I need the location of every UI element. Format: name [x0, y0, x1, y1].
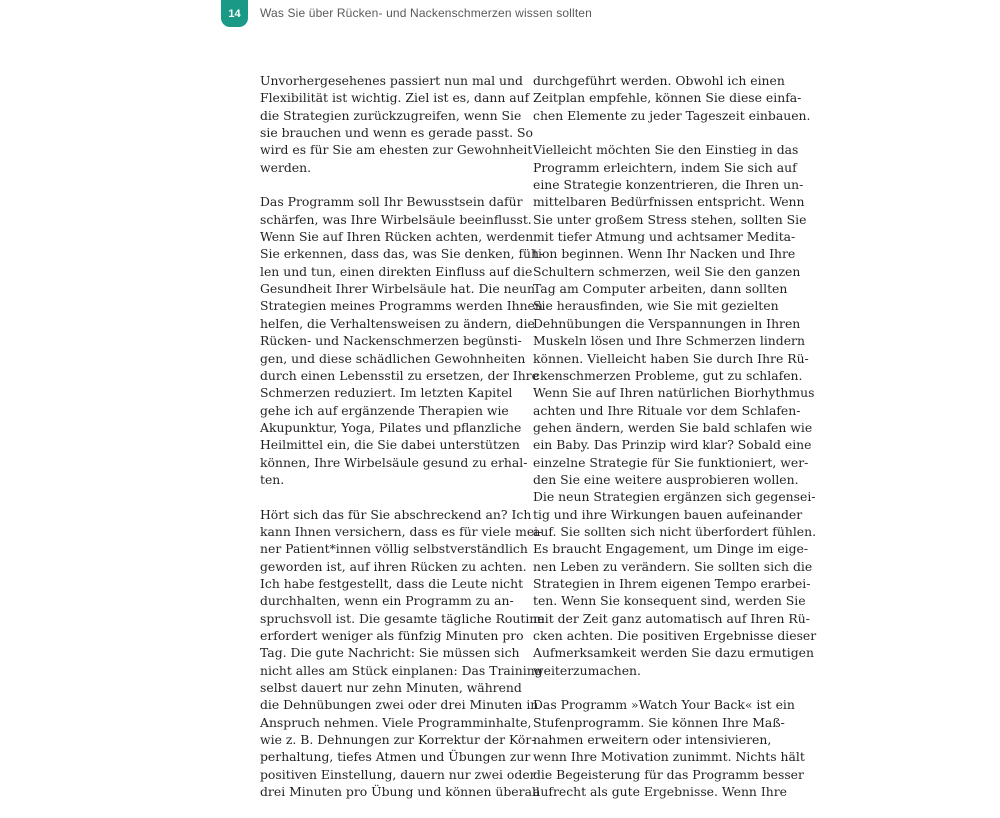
- text-line: Das Programm soll Ihr Bewusstsein dafür: [260, 194, 523, 210]
- text-line: Gesundheit Ihrer Wirbelsäule hat. Die neun: [260, 281, 535, 297]
- text-line: positiven Einstellung, dauern nur zwei oder: [260, 766, 536, 782]
- text-line: Strategien in Ihrem eigenen Tempo erarbei-: [533, 575, 811, 591]
- text-line: durchhalten, wenn ein Programm zu an-: [260, 593, 514, 609]
- text-line: wenn Ihre Motivation zunimmt. Nichts hält: [533, 749, 805, 765]
- text-line: chen Elemente zu jeder Tageszeit einbauen.: [533, 107, 811, 123]
- text-line: wie z. B. Dehnungen zur Korrektur der Kör-: [260, 732, 536, 748]
- text-line: Vielleicht möchten Sie den Einstieg in das: [533, 142, 799, 158]
- text-line: durchgeführt werden. Obwohl ich einen: [533, 73, 785, 88]
- text-column-right: [533, 72, 817, 818]
- text-line: Zeitplan empfehle, können Sie diese einfa-: [533, 90, 802, 106]
- text-line: ckenschmerzen Probleme, gut zu schlafen.: [533, 367, 803, 383]
- text-line: Programm erleichtern, indem Sie sich auf: [533, 159, 797, 175]
- text-line: gehe ich auf ergänzende Therapien wie: [260, 402, 509, 418]
- text-line: spruchsvoll ist. Die gesamte tägliche Routine: [260, 610, 545, 626]
- paragraph: [260, 72, 533, 176]
- text-line: können. Vielleicht haben Sie durch Ihre Rü-: [533, 350, 809, 366]
- paragraph: [533, 696, 805, 800]
- text-line: erfordert weniger als fünfzig Minuten pro: [260, 628, 524, 643]
- text-line: ner Patient*innen völlig selbstverständlich: [260, 541, 528, 557]
- text-line: Flexibilität ist wichtig. Ziel ist es, dann auf: [260, 90, 530, 106]
- text-line: mit der Zeit ganz automatisch auf Ihren Rü-: [533, 610, 810, 626]
- text-line: Das Programm »Watch Your Back« ist ein: [533, 697, 795, 713]
- text-line: gehen ändern, werden Sie bald schlafen wie: [533, 419, 813, 435]
- text-line: Die neun Strategien ergänzen sich gegensei-: [533, 489, 816, 505]
- text-line: Stufenprogramm. Sie können Ihre Maß-: [533, 714, 785, 730]
- text-line: Sie erkennen, dass das, was Sie denken, füh-: [260, 246, 544, 262]
- text-line: die Dehnübungen zwei oder drei Minuten in: [260, 697, 539, 713]
- text-line: durch einen Lebensstil zu ersetzen, der Ihre: [260, 367, 539, 383]
- text-line: Sie unter großem Stress stehen, sollten Sie: [533, 211, 807, 227]
- text-line: ten. Wenn Sie konsequent sind, werden Sie: [533, 593, 806, 609]
- text-line: Rücken- und Nackenschmerzen begünsti-: [260, 333, 522, 349]
- text-line: Sie herausfinden, wie Sie mit gezielten: [533, 298, 779, 314]
- text-line: nen Leben zu verändern. Sie sollten sich die: [533, 558, 813, 574]
- page-header: [0, 0, 1000, 34]
- text-column-left: [260, 72, 545, 818]
- text-line: Tag am Computer arbeiten, dann sollten: [533, 281, 788, 297]
- text-line: Schmerzen reduziert. Im letzten Kapitel: [260, 385, 513, 401]
- text-line: Hört sich das für Sie abschreckend an? Ich: [260, 506, 532, 522]
- text-line: Tag. Die gute Nachricht: Sie müssen sich: [260, 645, 520, 661]
- text-line: helfen, die Verhaltensweisen zu ändern, die: [260, 315, 535, 331]
- text-line: sie brauchen und wenn es gerade passt. So: [260, 125, 533, 141]
- text-line: Es braucht Engagement, um Dinge im eige-: [533, 541, 809, 557]
- paragraph: [533, 72, 811, 124]
- text-line: Wenn Sie auf Ihren Rücken achten, werden: [260, 229, 534, 245]
- text-line: eine Strategie konzentrieren, die Ihren un-: [533, 177, 804, 193]
- text-line: selbst dauert nur zehn Minuten, während: [260, 680, 522, 696]
- text-line: cken achten. Die positiven Ergebnisse dieser: [533, 628, 817, 643]
- paragraph: [260, 506, 545, 801]
- text-line: Dehnübungen die Verspannungen in Ihren: [533, 315, 801, 331]
- text-line: Unvorhergesehenes passiert nun mal und: [260, 73, 523, 88]
- text-line: perhaltung, tiefes Atmen und Übungen zur: [260, 749, 531, 765]
- text-line: Schultern schmerzen, weil Sie den ganzen: [533, 263, 801, 279]
- text-line: ten.: [260, 471, 285, 487]
- paragraph: [260, 193, 544, 488]
- text-line: Anspruch nehmen. Viele Programminhalte,: [260, 714, 532, 730]
- text-line: die Begeisterung für das Programm besser: [533, 766, 804, 782]
- text-line: mit tiefer Atmung und achtsamer Medita-: [533, 229, 796, 245]
- text-line: tig und ihre Wirkungen bauen aufeinander: [533, 506, 803, 522]
- text-line: Akupunktur, Yoga, Pilates und pflanzliche: [260, 419, 522, 435]
- text-line: können, Ihre Wirbelsäule gesund zu erhal-: [260, 454, 528, 470]
- text-line: Heilmittel ein, die Sie dabei unterstützen: [260, 437, 520, 453]
- text-line: schärfen, was Ihre Wirbelsäule beeinflusst.: [260, 211, 532, 227]
- text-line: weiterzumachen.: [533, 662, 641, 678]
- text-line: kann Ihnen versichern, dass es für viele mei-: [260, 523, 543, 539]
- text-line: auf. Sie sollten sich nicht überfordert fühlen.: [533, 523, 817, 539]
- text-line: ein Baby. Das Prinzip wird klar? Sobald eine: [533, 437, 812, 453]
- text-line: mittelbaren Bedürfnissen entspricht. Wenn: [533, 194, 805, 210]
- text-line: achten und Ihre Rituale vor dem Schlafen-: [533, 402, 801, 418]
- text-line: Wenn Sie auf Ihren natürlichen Biorhythmus: [533, 385, 815, 401]
- text-line: den Sie eine weitere ausprobieren wollen.: [533, 471, 799, 487]
- text-line: Muskeln lösen und Ihre Schmerzen lindern: [533, 333, 805, 349]
- text-line: geworden ist, auf ihren Rücken zu achten.: [260, 558, 527, 574]
- text-line: Ich habe festgestellt, dass die Leute nicht: [260, 575, 524, 591]
- text-line: einzelne Strategie für Sie funktioniert, wer-: [533, 454, 809, 470]
- text-line: werden.: [260, 159, 312, 175]
- text-line: aufrecht als gute Ergebnisse. Wenn Ihre: [533, 784, 787, 800]
- text-line: drei Minuten pro Übung und können überall: [260, 784, 540, 800]
- running-title: Was Sie über Rücken- und Nackenschmerzen wissen sollten: [260, 6, 592, 20]
- text-line: tion beginnen. Wenn Ihr Nacken und Ihre: [533, 246, 796, 262]
- text-line: nahmen erweitern oder intensivieren,: [533, 732, 772, 748]
- text-line: len und tun, einen direkten Einfluss auf die: [260, 263, 533, 279]
- page-number-badge: 14: [221, 0, 248, 27]
- paragraph: [533, 141, 817, 679]
- text-line: nicht alles am Stück einplanen: Das Training: [260, 662, 543, 678]
- text-line: Strategien meines Programms werden Ihnen: [260, 298, 543, 314]
- text-line: wird es für Sie am ehesten zur Gewohnheit: [260, 142, 533, 158]
- text-line: gen, und diese schädlichen Gewohnheiten: [260, 350, 526, 366]
- text-line: die Strategien zurückzugreifen, wenn Sie: [260, 107, 522, 123]
- text-line: Aufmerksamkeit werden Sie dazu ermutigen: [533, 645, 814, 661]
